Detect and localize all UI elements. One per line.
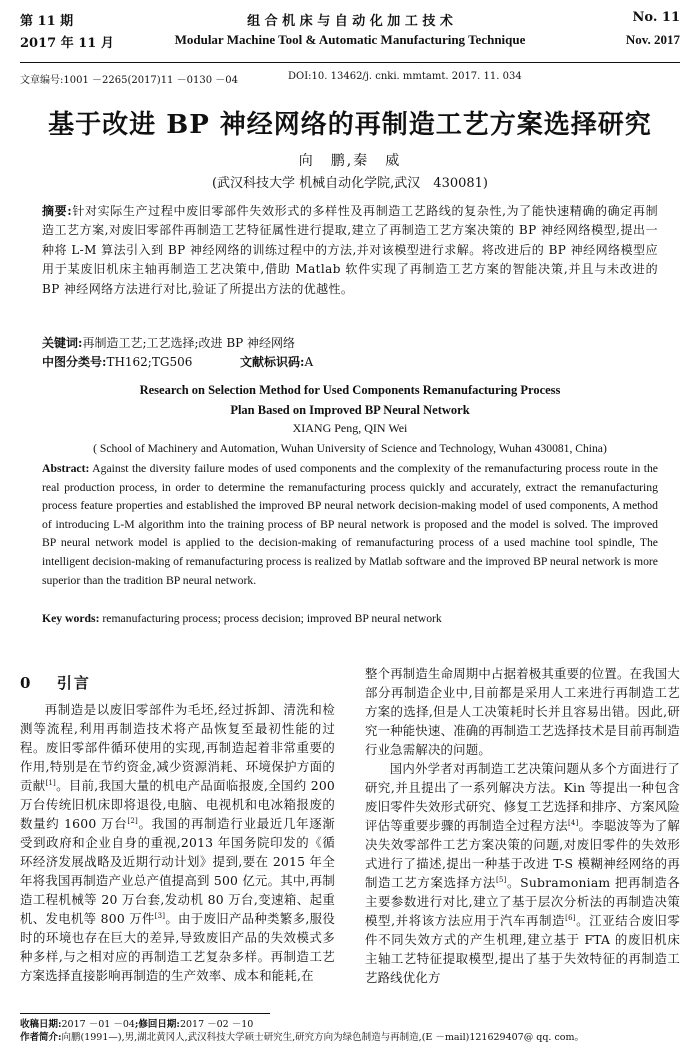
citation: [1] <box>45 778 56 787</box>
received-label: 收稿日期: <box>20 1019 62 1030</box>
revised-label: ;修回日期: <box>134 1019 180 1030</box>
body-text: 国内外学者对再制造工艺决策问题从多个方面进行了研究,并且提出了一系列解决方法。Kin 等提出一种包含废旧零件失效形式研究、修复工艺选择和排序、方案风险评估等重要步骤的再制造全过程方法 <box>365 761 680 833</box>
citation: [5] <box>496 875 507 884</box>
abstract-en-text: Against the diversity failure modes of used components and the complexity of the remanufacturing process route in the real production process, in order to determine the remanufacturing process quickly and accurately, extract the remanufacturing process feature properties and established the improved BP neural network decision-making model of used components, A method of introducing L-M algorithm into the training process of BP neural network is proposed and the model is solved. The improved BP neural network model is applied to the decision-making of remanufacturing process of a used machine tool spindle, The intelligent decision-making of remanufacturing process is realized by Matlab software and the improved BP neural network is more superior than the tradition BP neural network. <box>42 462 658 587</box>
keywords-cn-text: 再制造工艺;工艺选择;改进 BP 神经网络 <box>82 336 296 350</box>
issue-cn: 第 11 期 <box>20 14 74 29</box>
abstract-cn-label: 摘要: <box>42 204 73 218</box>
issue-en: No. 11 <box>632 10 680 25</box>
section-heading <box>20 672 91 693</box>
footnote-author <box>20 1031 584 1044</box>
body-text: 。Subramoniam 把再制造各主要参数进行对比,建立了基于层次分析法的再制造决策模型,并将该方法应用于汽车再制造 <box>365 875 681 928</box>
abstract-en-label: Abstract: <box>42 462 90 475</box>
clc-text: TH162;TG506 <box>106 355 193 369</box>
doi: DOI:10. 13462/j. cnki. mmtamt. 2017. 11. 034 <box>288 71 522 82</box>
abstract-cn-text: 针对实际生产过程中废旧零部件失效形式的多样性及再制造工艺路线的复杂性,为了能快速精确的确定再制造工艺方案,对废旧零部件再制造工艺特征属性进行提取,建立了再制造工艺方案决策的 BP 神经网络模型,提出一种将 L-M 算法引入到 BP 神经网络的训练过程中的方法,并对该模型进行求解。将改进后的 BP 神经网络模型应用于某废旧机床主轴再制造工艺决策中,借助 Matlab 软件实现了再制造工艺方案的智能决策,并且与未改进的 BP 神经网络方法进行对比,验证了所提出方法的优越性。 <box>42 204 658 296</box>
body-text: 。江亚结合废旧零件不同失效方式的产生机理,建立基于 FTA 的废旧机床主轴工艺特征提取模型,提出了基于失效特征的再制造工艺路线优化方 <box>365 913 680 985</box>
affiliation-en: ( School of Machinery and Automation, Wuhan University of Science and Technology, Wuhan 430081, China) <box>93 442 607 455</box>
section-title: 引言 <box>56 674 91 692</box>
authors-cn: 向 鹏,秦 威 <box>298 153 402 169</box>
citation: [4] <box>567 818 579 827</box>
footnote <box>20 1018 584 1044</box>
footnote-dates <box>20 1018 584 1031</box>
running-header <box>20 10 680 62</box>
body-paragraph: 整个再制造生命周期中占据着极其重要的位置。在我国大部分再制造企业中,目前都是采用人工来进行再制造工艺方案的选择,但是人工决策耗时长并且容易出错。因此,研究一种能快速、准确的再制造工艺选择技术是目前再制造行业急需解决的问题。 <box>365 666 680 757</box>
header-rule <box>20 62 680 63</box>
classification <box>42 353 313 370</box>
body-text: 。李聪波等为了解决失效零部件工艺方案决策的问题,对废旧零件的失效形式进行了描述,提出一种基于改进 T-S 模糊神经网络的再制造工艺方案选择方法 <box>365 818 680 890</box>
article-number: 文章编号:1001 －2265(2017)11 －0130 －04 <box>20 75 238 86</box>
clc-label: 中图分类号: <box>42 355 107 369</box>
title-en <box>0 380 700 420</box>
authors-en: XIANG Peng, QIN Wei <box>292 421 408 435</box>
journal-cn: 组 合 机 床 与 自 动 化 加 工 技 术 <box>247 14 453 29</box>
keywords-en-text: remanufacturing process; process decision; improved BP neural network <box>99 612 442 625</box>
keywords-en-label: Key words: <box>42 612 100 625</box>
article-meta <box>20 71 522 86</box>
abstract-en <box>42 460 658 590</box>
body-text: 再制造是以废旧零部件为毛坯,经过拆卸、清洗和检测等流程,利用再制造技术将产品恢复至最初性能的过程。废旧零部件循环使用的实现,再制造起着非常重要的作用,特别是在节约资金,减少资源消耗、环境保护方面的贡献 <box>20 702 335 793</box>
keywords-en <box>42 612 442 625</box>
received-date: 2017 －01 －04 <box>61 1019 135 1030</box>
author-bio-label: 作者简介: <box>20 1032 62 1043</box>
keywords-cn-label: 关键词: <box>42 336 83 350</box>
author-bio-text: 向鹏(1991—),男,湖北黄冈人,武汉科技大学硕士研究生,研究方向为绿色制造与再制造,(E －mail)121629407@ qq. com。 <box>61 1032 584 1043</box>
affiliation-cn: (武汉科技大学 机械自动化学院,武汉 430081) <box>211 176 489 191</box>
body-column-right <box>365 664 680 987</box>
revised-date: 2017 －02 －10 <box>179 1019 254 1030</box>
body-column-left <box>20 700 335 985</box>
date-en: Nov. 2017 <box>625 32 680 47</box>
doc-code-label: 文献标识码: <box>240 355 305 369</box>
body-text: 。我国的再制造行业最近几年逐渐受到政府和企业自身的重视,2013 年国务院印发的《循环经济发展战略及近期行动计划》提到,要在 2015 年全年将我国再制造产业总产值提高到 500 亿元。其中,再制造工程机械等 20 万台套,发动机 80 万台,变速箱、起重机、发电机等 800 万件 <box>20 816 335 926</box>
citation: [6] <box>565 913 576 922</box>
citation: [3] <box>154 911 166 920</box>
body-paragraph <box>365 759 680 987</box>
body-text: 。由于废旧产品种类繁多,服役时的环境也存在巨大的差异,导致废旧产品的失效模式多种多样,与之相对应的再制造工艺复杂多样。再制造工艺方案选择直接影响再制造的生产效率、成本和能耗,在 <box>20 911 335 983</box>
citation: [2] <box>127 816 138 825</box>
title-en-line-2: Plan Based on Improved BP Neural Network <box>230 403 470 417</box>
doc-code-text: A <box>304 355 314 369</box>
section-number: 0 <box>20 674 33 692</box>
title-cn: 基于改进 BP 神经网络的再制造工艺方案选择研究 <box>48 110 652 140</box>
abstract-cn <box>42 202 658 299</box>
title-en-line-1: Research on Selection Method for Used Components Remanufacturing Process <box>139 383 561 397</box>
journal-en: Modular Machine Tool & Automatic Manufacturing Technique <box>174 32 526 47</box>
keywords-cn <box>42 334 295 351</box>
footnote-rule <box>20 1013 270 1014</box>
date-cn: 2017 年 11 月 <box>20 36 114 51</box>
body-text: 。目前,我国大量的机电产品面临报废,全国约 200 万台传统旧机床即将退役,电脑、电视机和电冰箱报废的数量约 1600 万台 <box>20 778 336 831</box>
